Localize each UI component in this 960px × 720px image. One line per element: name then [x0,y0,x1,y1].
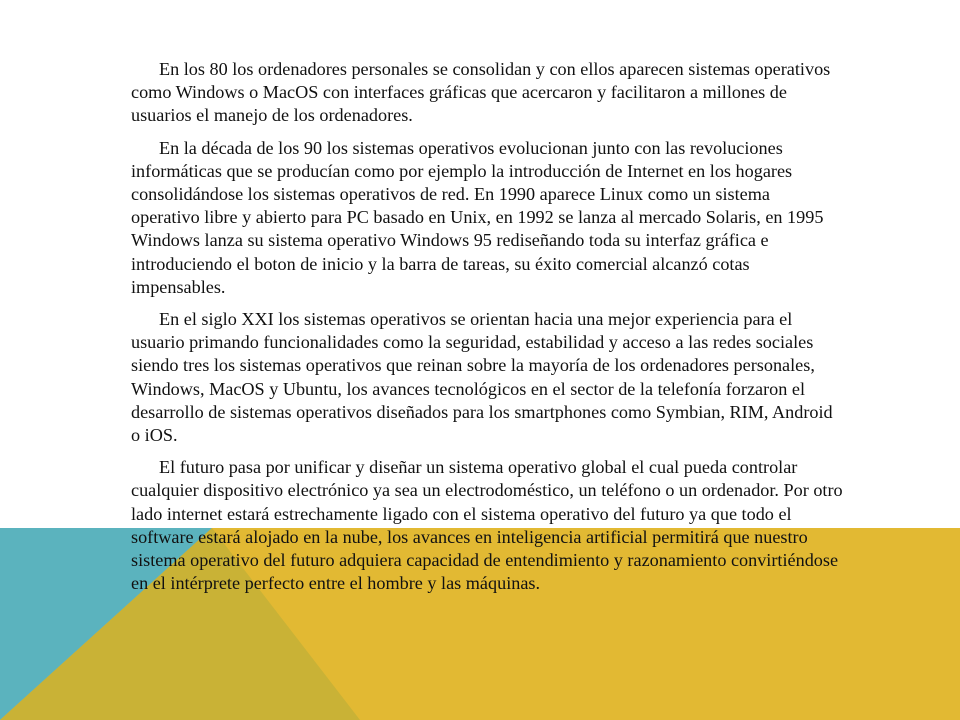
paragraph-21st-century: En el siglo XXI los sistemas operativos se orientan hacia una mejor experiencia para el usuario primando funcionalidades como la seguridad, estabilidad y acceso a las redes sociales siendo tres los sistemas operativos que reinan sobre la mayoría de los ordenadores personales, Windows, MacOS y Ubuntu, los avances tecnológicos en el sector de la telefonía forzaron el desarrollo de sistemas operativos diseñados para los smartphones como Symbian, RIM, Android o iOS. [131,309,833,446]
paragraph-80s: En los 80 los ordenadores personales se consolidan y con ellos aparecen sistemas operativos como Windows o MacOS con interfaces gráficas que acercaron y facilitaron a millones de usuarios el manejo de los ordenadores. [131,59,831,126]
paragraph-future: El futuro pasa por unificar y diseñar un sistema operativo global el cual pueda controlar cualquier dispositivo electrónico ya sea un electrodoméstico, un teléfono o un ordenador. Por otro lado internet estará estrechamente ligado con el sistema operativo del futuro ya que todo el software estará alojado en la nube, los avances en inteligencia artificial permitirá que nuestro sistema operativo del futuro adquiera capacidad de entendimiento y razonamiento convirtiéndose en el intérprete perfecto entre el hombre y las máquinas. [131,457,843,594]
slide-text-body [131,58,843,604]
paragraph-90s: En la década de los 90 los sistemas operativos evolucionan junto con las revoluciones informáticas que se producían como por ejemplo la introducción de Internet en los hogares consolidándose los sistemas operativos de red. En 1990 aparece Linux como un sistema operativo libre y abierto para PC basado en Unix, en 1992 se lanza al mercado Solaris, en 1995 Windows lanza su sistema operativo Windows 95 rediseñando toda su interfaz gráfica e introduciendo el boton de inicio y la barra de tareas, su éxito comercial alcanzó cotas impensables. [131,137,824,297]
